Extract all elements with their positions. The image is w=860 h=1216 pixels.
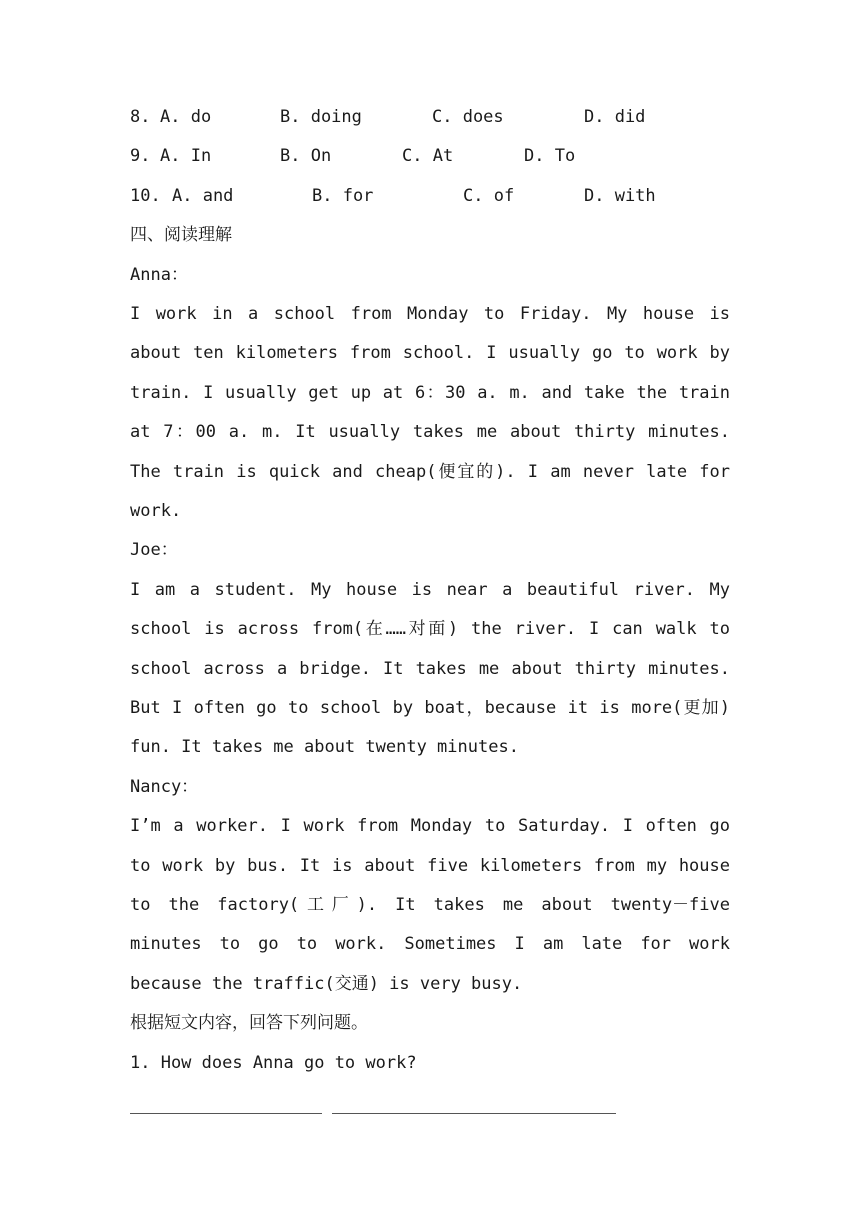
question-number: 9. bbox=[130, 146, 151, 167]
speaker-label: Nancy： bbox=[130, 776, 199, 797]
answer-underline bbox=[332, 1113, 616, 1114]
document-page bbox=[130, 98, 730, 1123]
option-a: A. do bbox=[160, 107, 212, 127]
passage-text: I work in a school from Monday to Friday. My house is about ten kilometers from school. I usually go to work by train. I usually get up at 6：30 a. m. and take the train at 7：00 a. m. It usually takes me about thirty minutes. The train is quick and cheap(便宜的). I am never late for work. bbox=[130, 303, 730, 521]
question-number: 8. bbox=[130, 107, 151, 127]
section-title: 四、阅读理解 bbox=[130, 225, 232, 246]
passage-text: I am a student. My house is near a beautiful river. My school is across from(在……对面) the river. I can walk to school across a bridge. It takes me about thirty minutes. But I often go to school by boat，because it is more(更加) fun. It takes me about twenty minutes. bbox=[130, 579, 730, 758]
option-a: A. In bbox=[160, 146, 212, 167]
option-d: D. To bbox=[524, 146, 576, 167]
option-c: C. At bbox=[402, 146, 454, 167]
question-number: 10. bbox=[130, 185, 161, 206]
option-b: B. doing bbox=[280, 107, 362, 127]
option-b: B. On bbox=[280, 146, 332, 167]
option-c: C. of bbox=[463, 185, 515, 206]
option-row-8 bbox=[130, 98, 730, 137]
option-a: A. and bbox=[172, 185, 234, 206]
speaker-label: Anna： bbox=[130, 264, 188, 285]
speaker-label: Joe： bbox=[130, 540, 178, 561]
option-row-9 bbox=[130, 137, 730, 176]
option-d: D. with bbox=[584, 185, 656, 206]
question-text: 1. How does Anna go to work? bbox=[130, 1052, 417, 1073]
option-b: B. for bbox=[312, 185, 374, 206]
option-c: C. does bbox=[432, 107, 504, 127]
instruction: 根据短文内容，回答下列问题。 bbox=[130, 1013, 368, 1034]
answer-underline bbox=[130, 1113, 322, 1114]
answer-line[interactable] bbox=[130, 1083, 730, 1123]
option-d: D. did bbox=[584, 107, 646, 127]
option-row-10 bbox=[130, 177, 730, 216]
passage-text: I’m a worker. I work from Monday to Saturday. I often go to work by bus. It is about five kilometers from my house to the factory(工厂). It takes me about twenty－five minutes to go to work. Sometimes I am late for work because the traffic(交通) is very busy. bbox=[130, 816, 730, 994]
